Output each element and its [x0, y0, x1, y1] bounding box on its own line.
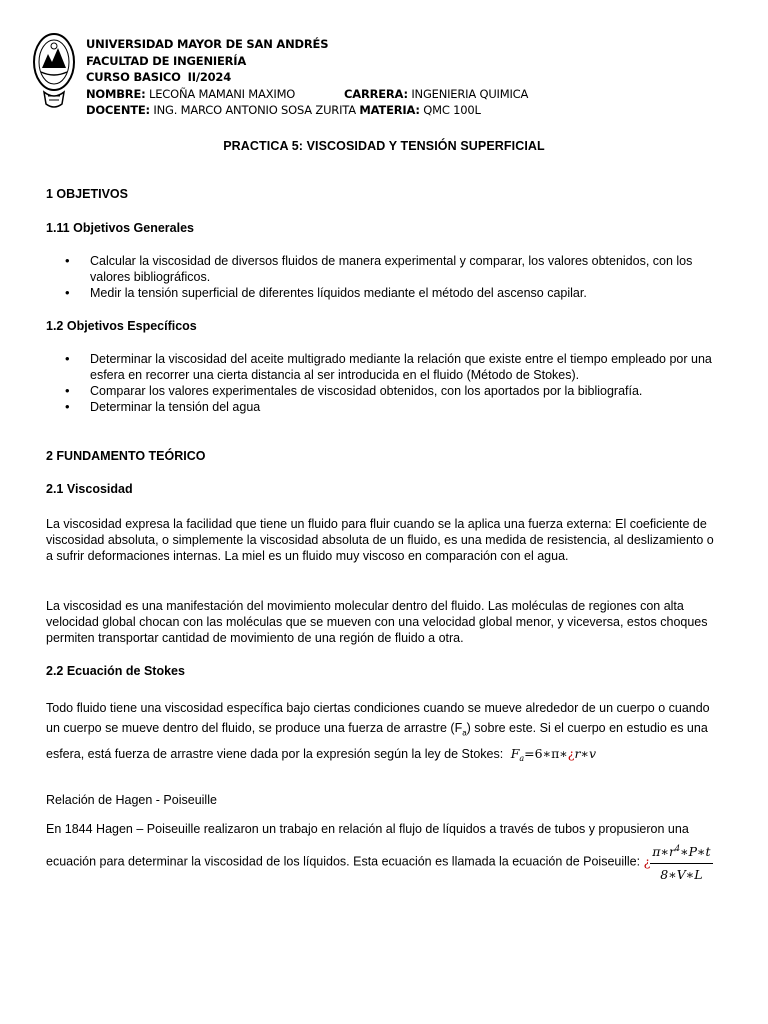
hagen-heading: Relación de Hagen - Poiseuille — [46, 793, 217, 807]
viscosity-paragraph-2: La viscosidad es una manifestación del movimiento molecular dentro del fluido. Las moléculas de regiones con alta velocidad global chocan con las moléculas que se mueven con una velocidad global menor, y viceversa, estos choques permiten transportar cantidad de movimiento de una región de fluido a otra. — [46, 599, 708, 645]
stokes-heading: 2.2 Ecuación de Stokes — [46, 664, 185, 678]
teacher-label: DOCENTE: — [86, 103, 150, 118]
bullet-icon: • — [65, 253, 70, 268]
general-objectives-heading: 1.11 Objetivos Generales — [46, 221, 194, 235]
course-value: II/2024 — [187, 70, 232, 85]
list-item: • Determinar la tensión del agua — [65, 399, 261, 414]
general-objectives-list — [46, 253, 726, 301]
name-label: NOMBRE: — [86, 86, 146, 101]
header-block — [86, 36, 529, 119]
faculty-name: FACULTAD DE INGENIERÍA — [86, 53, 247, 68]
list-item: • Medir la tensión superficial de diferentes líquidos mediante el método del ascenso capilar. — [65, 285, 587, 300]
bullet-icon: • — [65, 399, 70, 414]
document-title: PRACTICA 5: VISCOSIDAD Y TENSIÓN SUPERFICIAL — [223, 139, 545, 153]
subject-value: QMC 100L — [423, 103, 481, 118]
viscosity-heading: 2.1 Viscosidad — [46, 482, 133, 496]
objectives-heading: 1 OBJETIVOS — [46, 187, 128, 201]
stokes-paragraph: Todo fluido tiene una viscosidad específica bajo ciertas condiciones cuando se mueve alrededor de un cuerpo o cuando un cuerpo se mueve dentro del fluido, se produce una fuerza de arrastre $(F_a)$ sobre este. Si el cuerpo en estudio es una esfera, está fuerza de arrastre viene dada por la expresión según la ley de Stokes: $F_a=6∗\pi∗¿r∗v$ — [46, 701, 710, 763]
stokes-formula: $F_a=6∗\pi∗¿r∗v$ — [510, 745, 597, 763]
hagen-paragraph: En 1844 Hagen – Poiseuille realizaron un trabajo en relación al flujo de líquidos a través de tubos y propusieron una ecuación para determinar la viscosidad de los líquidos. Esta ecuación es llamada la ecuación de Poiseuille: ¿ $\frac{\pi∗r^4∗P∗t}{8∗V∗L}$ — [46, 822, 711, 883]
list-item: • Calcular la viscosidad de diversos fluidos de manera experimental y comparar, los valores obtenidos, con los valores bibliográficos. — [65, 253, 693, 284]
subject-label: MATERIA: — [359, 103, 420, 118]
specific-objectives-list — [46, 351, 726, 415]
list-item: • Comparar los valores experimentales de viscosidad obtenidos, con los aportados por la bibliografía. — [65, 383, 643, 398]
name-value: LECOÑA MAMANI MAXIMO — [149, 86, 296, 101]
university-seal-logo — [32, 32, 76, 114]
course-label: CURSO BASICO — [86, 70, 181, 85]
list-item: • Determinar la viscosidad del aceite multigrado mediante la relación que existe entre el tiempo empleado por una esfera en recorrer una cierta distancia al ser introducida en el fluido (Método de Stokes). — [65, 351, 712, 382]
bullet-icon: • — [65, 383, 70, 398]
university-name: UNIVERSIDAD MAYOR DE SAN ANDRÉS — [86, 37, 329, 51]
viscosity-paragraph-1: La viscosidad expresa la facilidad que tiene un fluido para fluir cuando se la aplica una fuerza externa: El coeficiente de viscosidad absoluta, o simplemente la viscosidad absoluta de un fluido, es una medida de resistencia, al deslizamiento o a sufrir deformaciones internas. La miel es un fluido muy viscoso en comparación con el agua. — [46, 517, 714, 563]
bullet-icon: • — [65, 285, 70, 300]
theory-heading: 2 FUNDAMENTO TEÓRICO — [46, 449, 206, 463]
poiseuille-formula: ¿ $\frac{\pi∗r^4∗P∗t}{8∗V∗L}$ — [644, 854, 713, 869]
bullet-icon: • — [65, 351, 70, 366]
career-value: INGENIERIA QUIMICA — [411, 86, 529, 101]
specific-objectives-heading: 1.2 Objetivos Específicos — [46, 319, 197, 333]
teacher-value: ING. MARCO ANTONIO SOSA ZURITA — [153, 103, 356, 118]
career-label: CARRERA: — [344, 86, 408, 101]
